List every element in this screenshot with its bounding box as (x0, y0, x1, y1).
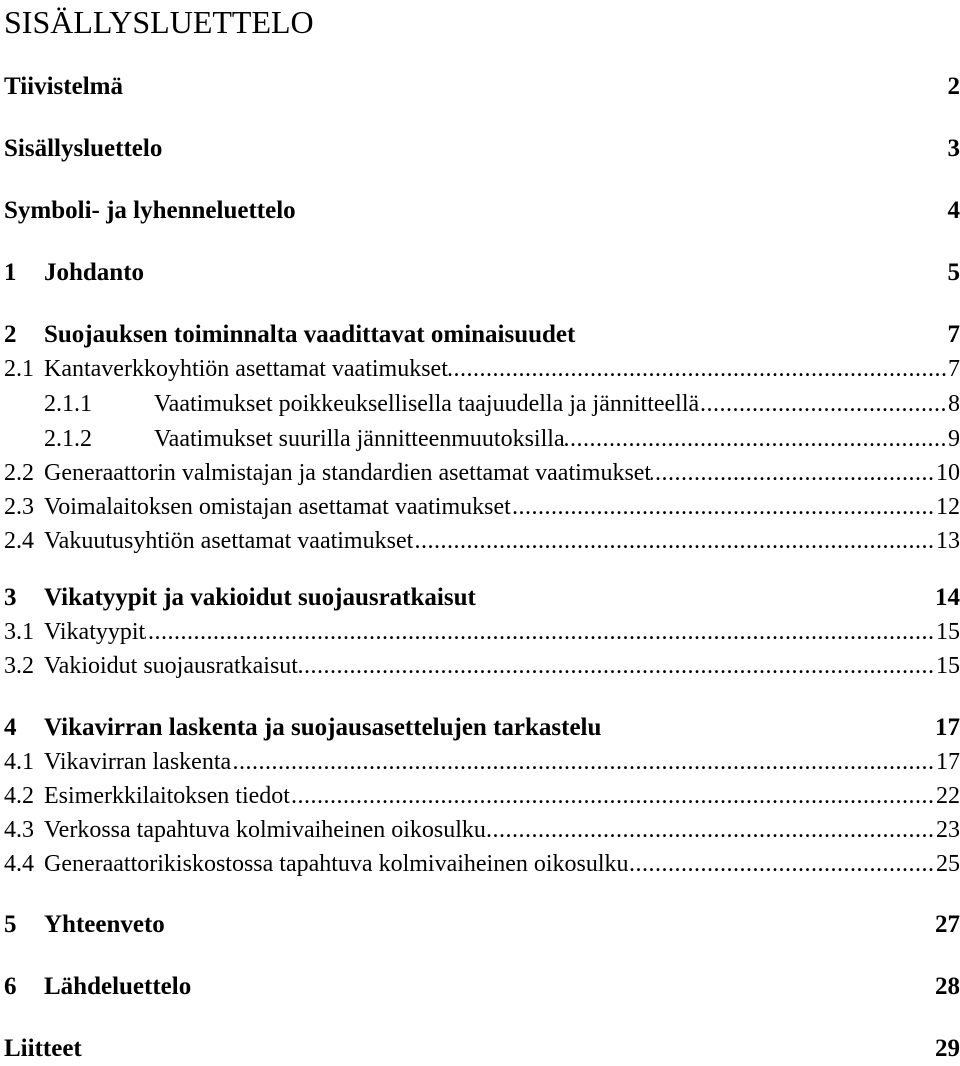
toc-entry (0, 779, 960, 813)
toc-entry-number: 5 (4, 908, 17, 942)
toc-entry (0, 615, 960, 649)
toc-entry-title: Sisällysluettelo (4, 132, 162, 166)
toc-entry-title: Tiivistelmä (4, 70, 123, 104)
toc-entry-number: 3.2 (4, 649, 34, 683)
toc-entry (0, 847, 960, 881)
toc-entry-title: Generaattorikiskostossa tapahtuva kolmivaiheinen oikosulku (44, 847, 629, 881)
toc-entry-page: 13 (934, 524, 960, 558)
toc-entry-number: 4.2 (4, 779, 34, 813)
toc-entry-title: Vaatimukset suurilla jännitteenmuutoksilla (154, 422, 565, 456)
toc-entry (0, 422, 960, 456)
toc-entry (0, 70, 960, 104)
toc-entry-title: Vaatimukset poikkeuksellisella taajuudella ja jännitteellä (154, 387, 699, 421)
toc-entry-title: Yhteenveto (44, 908, 165, 942)
toc-entry (0, 745, 960, 779)
toc-entry (0, 132, 960, 166)
toc-entry-title: Vakioidut suojausratkaisut (44, 649, 298, 683)
toc-entry-page: 3 (948, 132, 960, 166)
toc-entry-title: Vikavirran laskenta ja suojausasettelujen tarkastelu (44, 711, 601, 745)
toc-entry (0, 581, 960, 615)
toc-entry-title: Suojauksen toiminnalta vaadittavat ominaisuudet (44, 318, 575, 352)
toc-entry-page: 17 (934, 745, 960, 779)
page-title: SISÄLLYSLUETTELO (4, 2, 314, 42)
toc-entry-number: 2.4 (4, 524, 34, 558)
toc-entry-page: 7 (948, 318, 960, 352)
toc-entry-page: 4 (948, 194, 960, 228)
toc-entry-title: Symboli- ja lyhenneluettelo (4, 194, 296, 228)
toc-entry-title: Voimalaitoksen omistajan asettamat vaatimukset (44, 490, 511, 524)
toc-entry (0, 387, 960, 421)
toc-entry-page: 2 (948, 70, 960, 104)
toc-entry-page: 12 (934, 490, 960, 524)
dot-leader (44, 615, 960, 649)
toc-entry-page: 8 (946, 387, 960, 421)
toc-entry-number: 2.1 (4, 352, 34, 386)
toc-entry-number: 2.2 (4, 456, 34, 490)
toc-entry-title: Kantaverkkoyhtiön asettamat vaatimukset (44, 352, 448, 386)
toc-entry-page: 9 (946, 422, 960, 456)
toc-entry-number: 2.1.2 (44, 422, 92, 456)
toc-entry-page: 29 (935, 1032, 960, 1066)
toc-entry-number: 3 (4, 581, 17, 615)
toc-entry (0, 352, 960, 386)
toc-entry-page: 14 (935, 581, 960, 615)
toc-entry-number: 3.1 (4, 615, 34, 649)
toc-entry-title: Liitteet (4, 1032, 82, 1066)
toc-entry-title: Vikatyypit ja vakioidut suojausratkaisut (44, 581, 476, 615)
toc-entry (0, 318, 960, 352)
toc-entry-page: 7 (946, 352, 960, 386)
toc-entry-number: 4.3 (4, 813, 34, 847)
toc-entry-title: Generaattorin valmistajan ja standardien asettamat vaatimukset (44, 456, 651, 490)
toc-entry-page: 28 (935, 970, 960, 1004)
toc-entry-page: 5 (948, 256, 960, 290)
toc-entry-page: 17 (935, 711, 960, 745)
toc-entry-title: Vakuutusyhtiön asettamat vaatimukset (44, 524, 413, 558)
toc-entry-number: 1 (4, 256, 17, 290)
toc-entry-page: 10 (934, 456, 960, 490)
toc-entry (0, 456, 960, 490)
toc-entry-title: Vikavirran laskenta (44, 745, 231, 779)
toc-entry (0, 649, 960, 683)
toc-entry-page: 15 (934, 649, 960, 683)
toc-entry-page: 25 (934, 847, 960, 881)
toc-entry-title: Verkossa tapahtuva kolmivaiheinen oikosulku (44, 813, 486, 847)
toc-entry (0, 908, 960, 942)
toc-entry-number: 4.1 (4, 745, 34, 779)
toc-entry (0, 524, 960, 558)
toc-entry-page: 15 (934, 615, 960, 649)
toc-entry-title: Esimerkkilaitoksen tiedot (44, 779, 290, 813)
toc-entry-number: 4 (4, 711, 17, 745)
toc-entry (0, 194, 960, 228)
toc-entry-title: Johdanto (44, 256, 144, 290)
toc-entry-title: Vikatyypit (44, 615, 145, 649)
toc-entry-title: Lähdeluettelo (44, 970, 191, 1004)
toc-entry-page: 23 (934, 813, 960, 847)
toc-entry-number: 2.3 (4, 490, 34, 524)
toc-entry-page: 22 (934, 779, 960, 813)
toc-entry-number: 2 (4, 318, 17, 352)
toc-entry (0, 970, 960, 1004)
toc-entry-page: 27 (935, 908, 960, 942)
toc-entry-number: 2.1.1 (44, 387, 92, 421)
toc-entry-number: 6 (4, 970, 17, 1004)
toc-entry-number: 4.4 (4, 847, 34, 881)
toc-entry (0, 1032, 960, 1066)
toc-entry (0, 813, 960, 847)
toc-entry (0, 256, 960, 290)
toc-entry (0, 711, 960, 745)
toc-entry (0, 490, 960, 524)
